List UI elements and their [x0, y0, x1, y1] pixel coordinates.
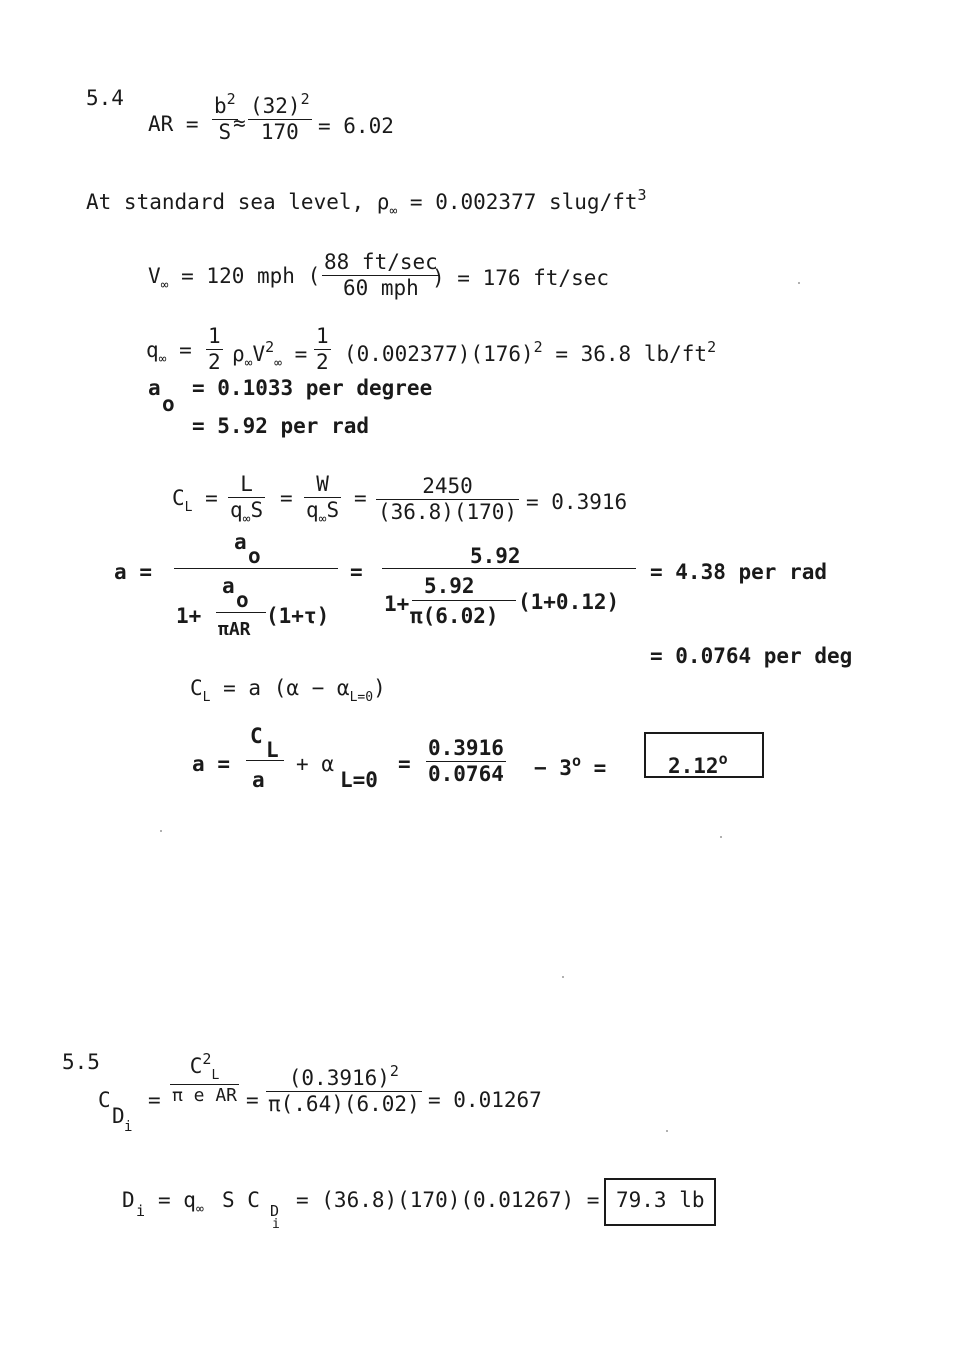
- cl-lift-relation: $C_L = a$ $(\alpha - \alpha_{L=0})$: [190, 676, 386, 705]
- scan-speck: [160, 830, 162, 832]
- a0-per-degree: = 0.1033 per degree: [192, 376, 433, 400]
- cl-lhs: $C_L$ =: [172, 486, 218, 515]
- cdi-fraction-symbolic: $C^2_L$ π e AR: [172, 1050, 238, 1106]
- alpha-lhs: a =: [192, 752, 230, 776]
- equals-sign: =: [148, 1088, 161, 1112]
- one-plus-tau: (1+τ): [266, 604, 330, 628]
- cdi-lhs: C: [98, 1088, 111, 1112]
- fraction-bar: [412, 600, 516, 601]
- tau-numeric: (1+0.12): [518, 590, 620, 614]
- a-denominator: a: [252, 768, 265, 792]
- half-fraction: 1 2: [208, 324, 221, 374]
- cdi-lhs-sub: D: [112, 1104, 125, 1128]
- cl-fraction-w: W $q_\infty S$: [306, 472, 340, 527]
- a0-numeric-numerator: 5.92: [470, 544, 521, 568]
- one-plus: 1+: [176, 604, 202, 628]
- cl-numerator: C: [250, 724, 263, 748]
- dynamic-pressure-calc: $(0.002377)(176)^2 = 36.8$ $lb/ft^2$: [344, 338, 717, 366]
- di-lhs-sub: i: [136, 1202, 146, 1220]
- cl-numerator-sub: L: [266, 738, 279, 762]
- pi-ar: πAR: [218, 619, 251, 640]
- di-lhs: D: [122, 1188, 135, 1212]
- ar-fraction-numeric: $(32)^2$ 170: [250, 90, 310, 144]
- alpha-zero-lift: + α: [296, 752, 334, 776]
- velocity-conversion: 88 ft/sec 60 mph: [324, 250, 438, 300]
- fraction-bar: [216, 612, 266, 613]
- pi-ar-numeric: π(6.02): [410, 604, 499, 628]
- di-s-c: S C: [222, 1188, 260, 1212]
- equals-sign: =: [246, 1088, 259, 1112]
- a0-numeric-inner: 5.92: [424, 574, 475, 598]
- rho-v-squared: $\rho_\infty V^2_\infty$ =: [232, 338, 308, 371]
- answer-drag: 79.3 lb: [616, 1188, 705, 1212]
- cdi-lhs-subsub: i: [124, 1119, 133, 1135]
- cl-fraction-numeric: 2450 (36.8)(170): [378, 474, 518, 524]
- velocity-result: ) = 176 ft/sec: [432, 266, 610, 290]
- a0-subscript: o: [162, 392, 175, 416]
- minus-three-degrees: − $3^o$ =: [534, 752, 607, 780]
- fraction-bar: [174, 568, 338, 569]
- dynamic-pressure-lhs: $q_\infty$ =: [146, 338, 192, 367]
- fraction-bar: [382, 568, 636, 569]
- problem-number: 5.4: [86, 86, 124, 110]
- ar-result: = 6.02: [318, 114, 394, 138]
- one-plus: 1+: [384, 592, 410, 616]
- sea-level-density: At standard sea level, $\rho_\infty = 0.002377$ slug/$ft^3$: [86, 186, 647, 219]
- cl-result: = 0.3916: [526, 490, 628, 514]
- a0-label: a: [148, 376, 161, 400]
- di-calculation: = (36.8)(170)(0.01267) =: [296, 1188, 600, 1212]
- fraction-bar: [246, 760, 284, 761]
- answer-alpha: 2.12$^o$: [668, 750, 728, 778]
- a0-numerator: a: [234, 530, 247, 554]
- a-lhs: a =: [114, 560, 152, 584]
- di-q: = $q_\infty$: [158, 1188, 204, 1217]
- a-result-deg: = 0.0764 per deg: [650, 644, 853, 668]
- di-c-sub: D: [270, 1202, 280, 1220]
- equals-sign: =: [398, 752, 411, 776]
- equals-sign: =: [350, 560, 363, 584]
- problem-number: 5.5: [62, 1050, 100, 1074]
- a0-inner-sub: o: [236, 588, 249, 612]
- cdi-fraction-numeric: $(0.3916)^2$ π(.64)(6.02): [268, 1062, 420, 1116]
- scan-speck: [666, 1130, 668, 1132]
- a0-inner: a: [222, 574, 235, 598]
- half-fraction-2: 1 2: [316, 324, 329, 374]
- cl-fraction-l: L $q_\infty S$: [230, 472, 264, 527]
- a0-numerator-sub: o: [248, 544, 261, 568]
- velocity-lhs: $V_\infty = 120$ mph (: [148, 264, 321, 293]
- scan-speck: [562, 976, 564, 978]
- cdi-result: = 0.01267: [428, 1088, 542, 1112]
- scan-speck: [798, 282, 800, 284]
- ar-label: AR =: [148, 112, 199, 136]
- di-c-subsub: i: [272, 1217, 280, 1232]
- a0-per-rad: = 5.92 per rad: [192, 414, 370, 438]
- alpha-fraction-numeric: 0.3916 0.0764: [428, 736, 504, 786]
- alpha-zero-lift-sub: L=0: [340, 768, 378, 792]
- a-result-rad: = 4.38 per rad: [650, 560, 828, 584]
- equals-sign: =: [280, 486, 293, 510]
- ar-fraction-symbolic: $b^2$ S: [214, 90, 236, 144]
- scan-speck: [720, 836, 722, 838]
- equals-sign: =: [354, 486, 367, 510]
- approx-sign: ≈: [233, 111, 246, 135]
